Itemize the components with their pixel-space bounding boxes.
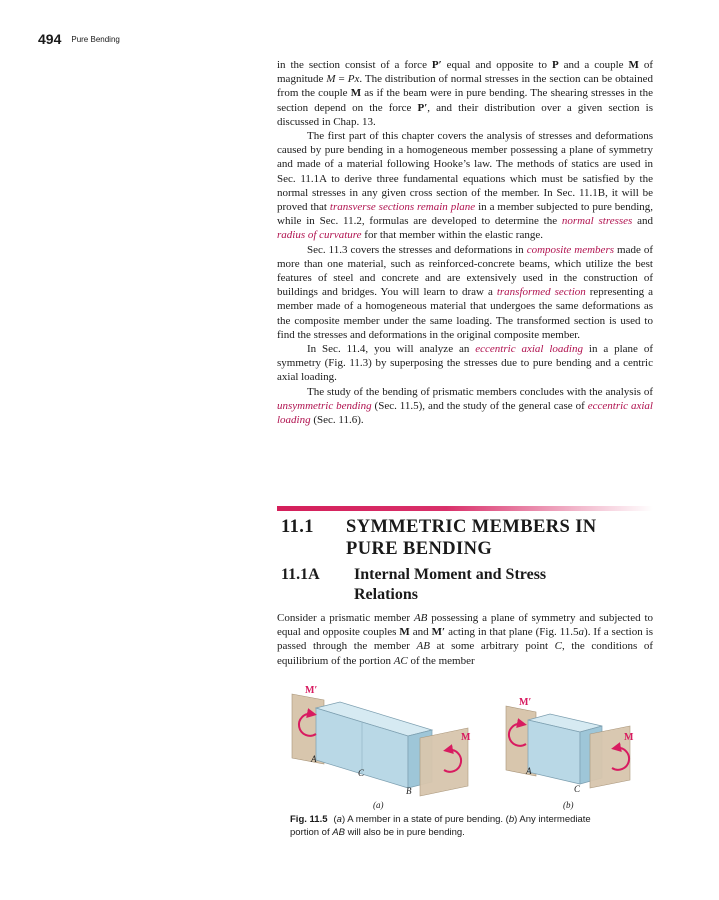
paragraph-2: The first part of this chapter covers the analysis of stresses and deformations caused by pure bending in a homogeneous member possessing a plane of symmetry and made of a material following Hooke’s law. The methods of statics are used in Sec. 11.1A to derive three fundamental equations which must be satisfied by the normal stresses in any given cross section of the member. In Sec. 11.1B, it will be proved that transverse sections remain plane in a member subjected to pure bending, while in Sec. 11.2, formulas are developed to determine the normal stresses and radius of curvature for that member within the elastic range.: [277, 130, 653, 242]
label-a-b: A: [526, 766, 532, 776]
subsection-title-line1: Internal Moment and Stress: [354, 566, 547, 583]
figure-part-b: [506, 697, 634, 810]
label-part-a: (a): [373, 800, 384, 810]
section-title-line2: PURE BENDING: [346, 539, 493, 559]
label-m-b: M: [624, 732, 634, 743]
subsection-title-line2: Relations: [354, 586, 418, 603]
section-rule: [277, 506, 653, 511]
paragraph-4: In Sec. 11.4, you will analyze an eccentric axial loading in a plane of symmetry (Fig. 11.3) by superposing the stresses due to pure bending and a centric axial loading.: [277, 343, 653, 384]
label-c-a: C: [358, 768, 365, 778]
label-b-a: B: [406, 786, 412, 796]
label-c-b: C: [574, 784, 581, 794]
subsection-heading: [281, 565, 653, 605]
subsection-number: 11.1A: [281, 566, 320, 583]
label-part-b: (b): [563, 800, 574, 810]
label-a-a: A: [311, 754, 317, 764]
paragraph-1: in the section consist of a force P′ equal and opposite to P and a couple M of magnitude M = Px. The distribution of normal stresses in the section can be obtained from the couple M as if the beam were in pure bending. The shearing stresses in the section depend on the force P′, and their distribution over a given section is discussed in Chap. 13.: [277, 59, 653, 128]
page-header: [38, 31, 120, 49]
paragraph-3: Sec. 11.3 covers the stresses and deformations in composite members made of more than one material, such as reinforced-concrete beams, which utilize the best features of steel and concrete and are extensively used in the construction of buildings and bridges. You will learn to draw a transformed section representing a member made of a homogeneous material that undergoes the same deformations as the composite member under the same loading. The transformed section is used to find the stresses and deformations in the original composite member.: [277, 243, 653, 341]
running-head: Pure Bending: [71, 35, 120, 44]
paragraph-5: The study of the bending of prismatic members concludes with the analysis of unsymmetric bending (Sec. 11.5), and the study of the general case of eccentric axial loading (Sec. 11.6).: [277, 385, 653, 427]
section-heading: [281, 516, 653, 560]
figure-caption: Fig. 11.5 (a) A member in a state of pure bending. (b) Any intermediate portion of AB will also be in pure bending.: [290, 814, 591, 838]
caption-label: Fig. 11.5: [290, 814, 328, 825]
figure-part-a: [292, 685, 471, 810]
label-m-prime-b: M′: [519, 697, 532, 708]
section-number: 11.1: [281, 517, 314, 537]
paragraph-6: Consider a prismatic member AB possessing a plane of symmetry and subjected to equal and opposite couples M and M′ acting in that plane (Fig. 11.5a). If a section is passed through the member AB at some arbitrary point C, the conditions of equilibrium of the portion AC of the member: [277, 612, 654, 667]
label-m-prime-a: M′: [305, 685, 318, 696]
intro-text: [277, 58, 653, 427]
section-text: [277, 611, 653, 668]
page-number: 494: [38, 31, 62, 47]
figure-11-5: [290, 680, 650, 810]
figure-illustration: [290, 680, 650, 810]
section-title-line1: SYMMETRIC MEMBERS IN: [346, 517, 597, 537]
label-m-a: M: [461, 732, 471, 743]
